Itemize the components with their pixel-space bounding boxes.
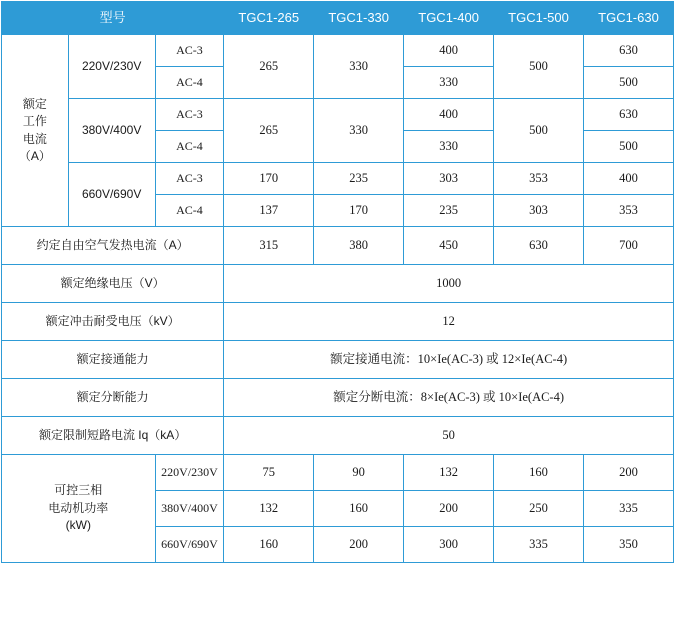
motor-power-cell: 335 — [494, 527, 584, 563]
rated-conditional-short-circuit-current-label: 额定限制短路电流 Iq（kA） — [2, 417, 224, 455]
motor-power-cell: 200 — [314, 527, 404, 563]
utilization-category: AC-3 — [155, 163, 224, 195]
header-tgc1-330: TGC1-330 — [314, 2, 404, 35]
current-cell: 353 — [494, 163, 584, 195]
value-cell: 380 — [314, 227, 404, 265]
header-tgc1-400: TGC1-400 — [404, 2, 494, 35]
value-cell: 630 — [494, 227, 584, 265]
current-cell: 500 — [494, 99, 584, 163]
current-cell: 330 — [314, 99, 404, 163]
table-row — [2, 163, 674, 195]
table-row — [2, 417, 674, 455]
rated-impulse-withstand-voltage-label: 额定冲击耐受电压（kV） — [2, 303, 224, 341]
motor-power-cell: 200 — [404, 491, 494, 527]
utilization-category: AC-3 — [155, 99, 224, 131]
label-line: 电流 — [22, 131, 47, 146]
current-cell: 330 — [314, 35, 404, 99]
header-tgc1-500: TGC1-500 — [494, 2, 584, 35]
current-cell: 265 — [224, 35, 314, 99]
label-line: 可控三相 — [54, 483, 103, 498]
motor-power-cell: 200 — [583, 455, 673, 491]
current-cell: 630 — [583, 99, 673, 131]
value-cell: 1000 — [224, 265, 674, 303]
current-cell: 235 — [404, 195, 494, 227]
motor-power-cell: 132 — [404, 455, 494, 491]
current-cell: 235 — [314, 163, 404, 195]
utilization-category: AC-4 — [155, 195, 224, 227]
current-cell: 500 — [583, 131, 673, 163]
rated-operational-current-label — [2, 35, 69, 227]
motor-power-cell: 350 — [583, 527, 673, 563]
value-cell: 315 — [224, 227, 314, 265]
current-cell: 265 — [224, 99, 314, 163]
table-row — [2, 35, 674, 67]
rated-breaking-capacity-label: 额定分断能力 — [2, 379, 224, 417]
current-cell: 303 — [494, 195, 584, 227]
utilization-category: AC-4 — [155, 131, 224, 163]
current-cell: 500 — [583, 67, 673, 99]
value-cell: 50 — [224, 417, 674, 455]
voltage-label-220: 220V/230V — [68, 35, 155, 99]
current-cell: 630 — [583, 35, 673, 67]
label-line: 工作 — [22, 114, 47, 129]
motor-voltage-label-660: 660V/690V — [155, 527, 224, 563]
rated-insulation-voltage-label: 额定绝缘电压（V） — [2, 265, 224, 303]
table-row — [2, 341, 674, 379]
current-cell: 137 — [224, 195, 314, 227]
table-header-row — [2, 2, 674, 35]
motor-power-cell: 160 — [314, 491, 404, 527]
value-cell: 450 — [404, 227, 494, 265]
specification-table — [1, 1, 674, 563]
motor-voltage-label-220: 220V/230V — [155, 455, 224, 491]
current-cell: 500 — [494, 35, 584, 99]
conventional-thermal-current-label: 约定自由空气发热电流（A） — [2, 227, 224, 265]
value-cell: 额定接通电流：10×Ie(AC-3) 或 12×Ie(AC-4) — [224, 341, 674, 379]
table-row — [2, 265, 674, 303]
motor-power-cell: 90 — [314, 455, 404, 491]
table-row — [2, 303, 674, 341]
label-line: (kW) — [65, 518, 91, 533]
voltage-label-380: 380V/400V — [68, 99, 155, 163]
motor-power-cell: 335 — [583, 491, 673, 527]
current-cell: 400 — [583, 163, 673, 195]
header-model: 型号 — [2, 2, 224, 35]
table-row — [2, 455, 674, 491]
label-line: 电动机功率 — [48, 500, 109, 515]
label-line: （A） — [18, 148, 51, 163]
label-line: 额定 — [22, 96, 47, 111]
value-cell: 额定分断电流：8×Ie(AC-3) 或 10×Ie(AC-4) — [224, 379, 674, 417]
motor-power-cell: 160 — [224, 527, 314, 563]
motor-voltage-label-380: 380V/400V — [155, 491, 224, 527]
table-row — [2, 99, 674, 131]
table-row — [2, 227, 674, 265]
motor-power-cell: 75 — [224, 455, 314, 491]
current-cell: 170 — [224, 163, 314, 195]
header-tgc1-630: TGC1-630 — [583, 2, 673, 35]
motor-power-cell: 132 — [224, 491, 314, 527]
utilization-category: AC-3 — [155, 35, 224, 67]
motor-power-cell: 300 — [404, 527, 494, 563]
rated-making-capacity-label: 额定接通能力 — [2, 341, 224, 379]
current-cell: 170 — [314, 195, 404, 227]
current-cell: 400 — [404, 35, 494, 67]
motor-power-label — [2, 455, 156, 563]
utilization-category: AC-4 — [155, 67, 224, 99]
value-cell: 12 — [224, 303, 674, 341]
current-cell: 330 — [404, 131, 494, 163]
current-cell: 330 — [404, 67, 494, 99]
motor-power-cell: 250 — [494, 491, 584, 527]
motor-power-cell: 160 — [494, 455, 584, 491]
current-cell: 400 — [404, 99, 494, 131]
current-cell: 303 — [404, 163, 494, 195]
value-cell: 700 — [583, 227, 673, 265]
voltage-label-660: 660V/690V — [68, 163, 155, 227]
current-cell: 353 — [583, 195, 673, 227]
table-row — [2, 379, 674, 417]
header-tgc1-265: TGC1-265 — [224, 2, 314, 35]
